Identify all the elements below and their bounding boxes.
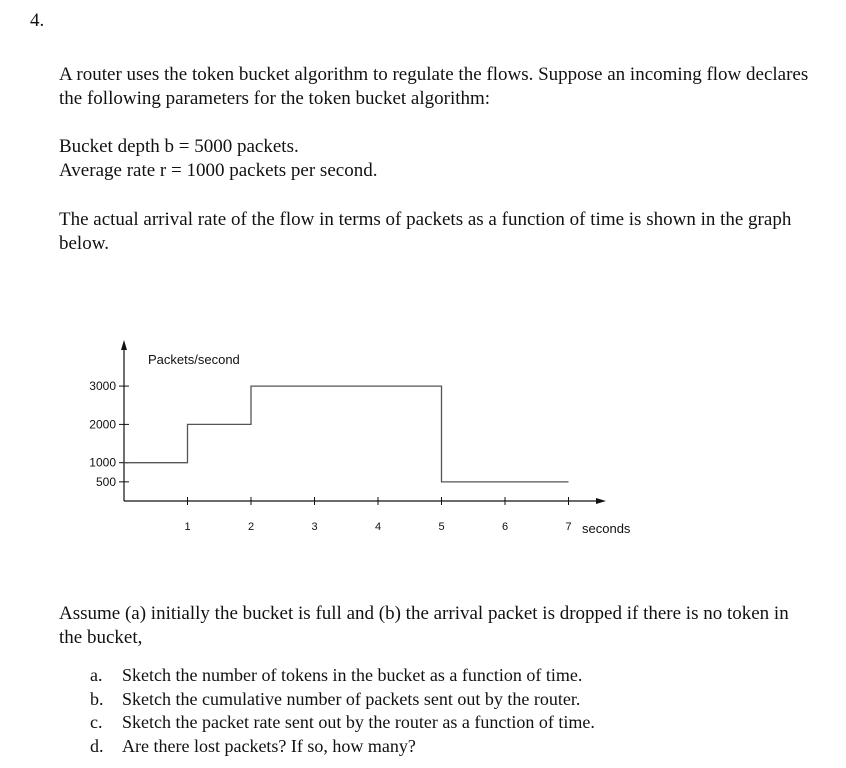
x-tick-label: 7 — [565, 521, 572, 533]
x-tick-label: 3 — [311, 521, 318, 533]
y-tick-label: 500 — [95, 474, 116, 489]
average-rate: Average rate r = 1000 packets per second. — [59, 160, 378, 181]
chart-series — [124, 386, 569, 482]
task-label: c. — [90, 712, 103, 732]
y-tick-label: 1000 — [89, 455, 116, 470]
x-tick-label: 4 — [375, 521, 382, 533]
series-line — [124, 386, 569, 482]
task-list — [90, 664, 595, 758]
x-tick-label: 6 — [502, 521, 509, 533]
question-number: 4. — [30, 10, 45, 31]
list-item — [90, 735, 595, 759]
x-tick-label: 2 — [248, 521, 255, 533]
x-tick-label: 5 — [438, 521, 445, 533]
y-tick-label: 3000 — [89, 379, 116, 394]
task-text: Sketch the cumulative number of packets sent out by the router. — [122, 688, 581, 709]
x-axis-arrow — [596, 498, 606, 504]
y-tick-label: 2000 — [89, 417, 116, 432]
task-label: d. — [90, 735, 104, 756]
task-label: b. — [90, 688, 104, 709]
task-label: a. — [90, 665, 103, 685]
list-item — [90, 688, 595, 712]
list-item — [90, 711, 595, 735]
list-item — [90, 664, 595, 688]
intro-paragraph: A router uses the token bucket algorithm to regulate the flows. Suppose an incoming flow declares the following parameters for the token bucket algorithm: — [59, 64, 809, 109]
x-axis-label: seconds — [582, 521, 631, 536]
task-text: Sketch the packet rate sent out by the router as a function of time. — [122, 712, 595, 732]
task-text: Sketch the number of tokens in the bucket as a function of time. — [122, 665, 583, 685]
x-tick-label: 1 — [184, 521, 191, 533]
task-text: Are there lost packets? If so, how many? — [122, 735, 416, 756]
chart-ticks — [89, 379, 571, 533]
graph-intro: The actual arrival rate of the flow in terms of packets as a function of time is shown in the graph below. — [59, 209, 792, 254]
y-axis-arrow — [121, 340, 127, 350]
y-axis-label: Packets/second — [148, 352, 240, 367]
bucket-depth: Bucket depth b = 5000 packets. — [59, 136, 299, 157]
assumption-paragraph: Assume (a) initially the bucket is full and (b) the arrival packet is dropped if there is no token in the bucket, — [59, 603, 789, 648]
